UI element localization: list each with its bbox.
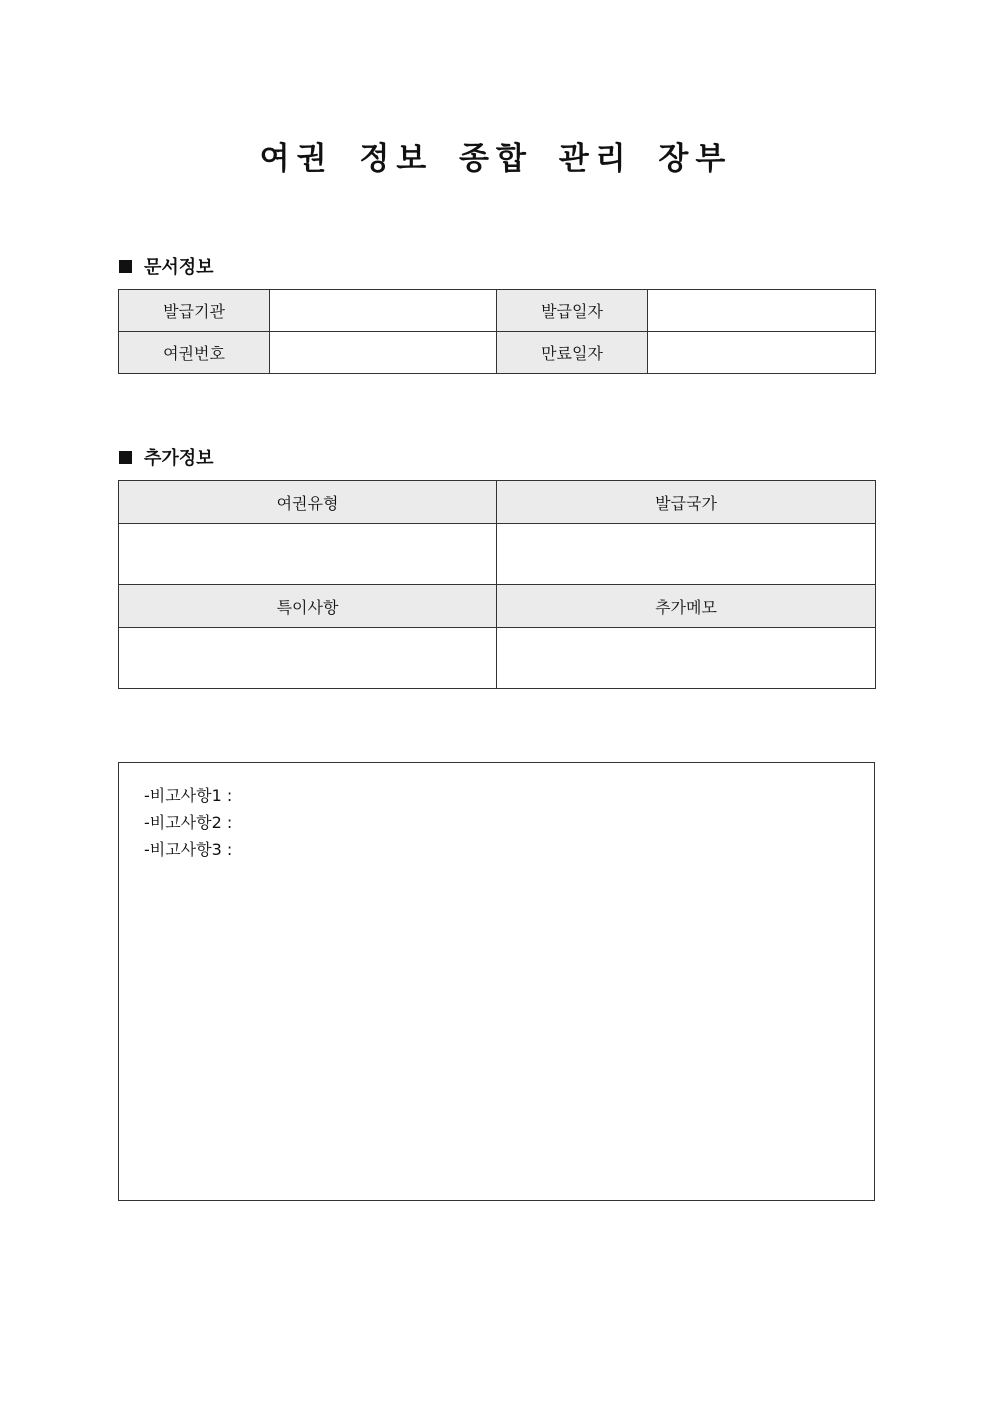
passport-type-label: 여권유형: [119, 481, 497, 524]
additional-memo-label: 추가메모: [497, 585, 876, 628]
issuing-authority-field[interactable]: [270, 290, 497, 332]
remark-line-1: -비고사항1 :: [144, 786, 233, 805]
issuing-country-field[interactable]: [497, 524, 876, 585]
table-row: [119, 585, 876, 628]
issuing-authority-label: 발급기관: [119, 290, 270, 332]
issue-date-field[interactable]: [648, 290, 876, 332]
table-row: [119, 524, 876, 585]
extra-info-table: [118, 480, 876, 689]
section-heading-doc-info: [119, 253, 214, 279]
section-heading-label: 추가정보: [144, 448, 214, 469]
remark-line-2: -비고사항2 :: [144, 813, 233, 832]
issue-date-label: 발급일자: [497, 290, 648, 332]
expiry-date-label: 만료일자: [497, 332, 648, 374]
table-row: [119, 481, 876, 524]
passport-type-field[interactable]: [119, 524, 497, 585]
remark-line-3: -비고사항3 :: [144, 840, 233, 859]
issuing-country-label: 발급국가: [497, 481, 876, 524]
special-notes-field[interactable]: [119, 628, 497, 689]
special-notes-label: 특이사항: [119, 585, 497, 628]
table-row: [119, 290, 876, 332]
passport-number-label: 여권번호: [119, 332, 270, 374]
expiry-date-field[interactable]: [648, 332, 876, 374]
remarks-box[interactable]: [118, 762, 875, 1201]
square-bullet-icon: [119, 260, 132, 273]
doc-info-table: [118, 289, 876, 374]
square-bullet-icon: [119, 451, 132, 464]
section-heading-label: 문서정보: [144, 257, 214, 278]
section-heading-extra-info: [119, 444, 214, 470]
passport-number-field[interactable]: [270, 332, 497, 374]
table-row: [119, 628, 876, 689]
additional-memo-field[interactable]: [497, 628, 876, 689]
page-title: 여권 정보 종합 관리 장부: [259, 141, 733, 177]
table-row: [119, 332, 876, 374]
